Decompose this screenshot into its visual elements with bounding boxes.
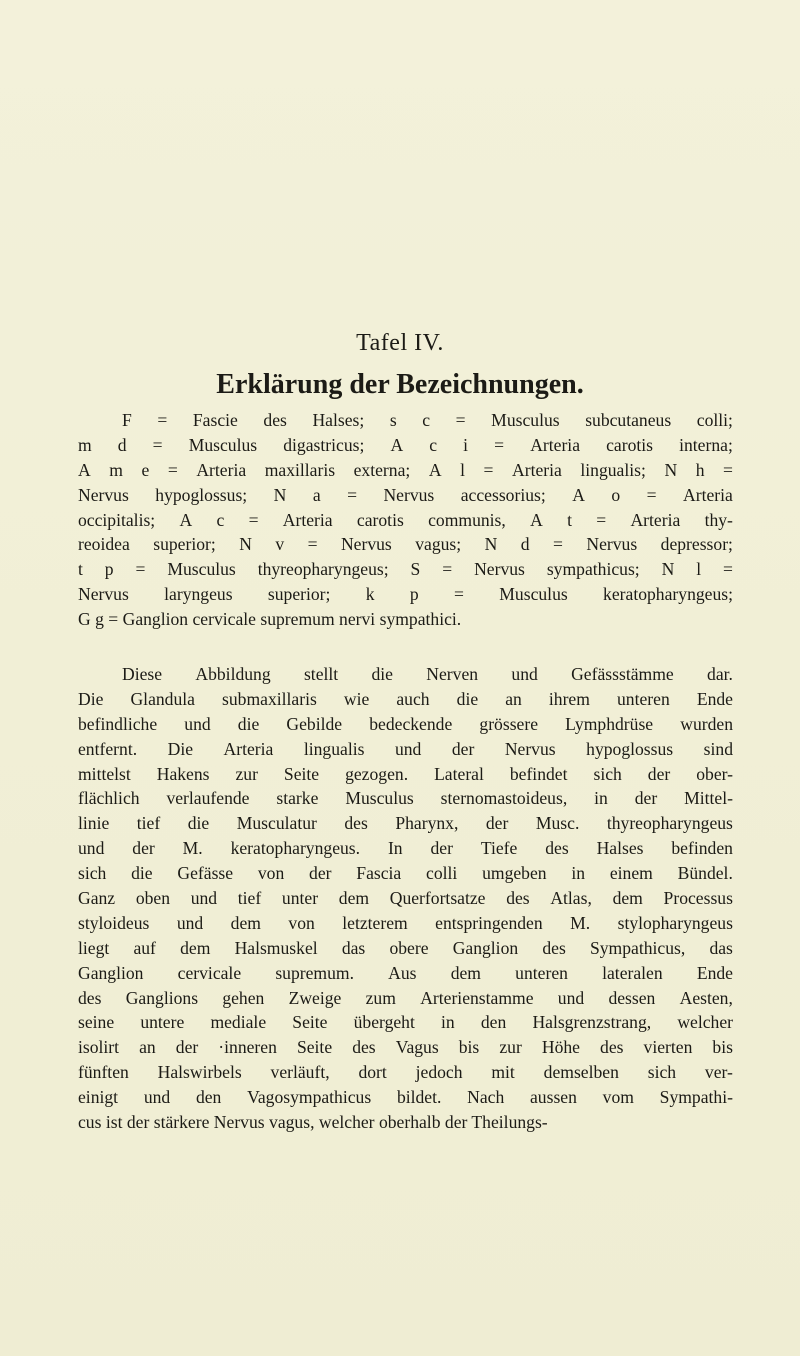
text-line: m d = Musculus digastricus; A c i = Arteria carotis interna; (78, 434, 733, 455)
description-paragraph (78, 662, 733, 1135)
text-line: liegt auf dem Halsmuskel das obere Ganglion des Sympathicus, das (78, 937, 733, 958)
text-line: fünften Halswirbels verläuft, dort jedoch mit demselben sich ver- (78, 1062, 733, 1083)
text-line: und der M. keratopharyngeus. In der Tiefe des Halses befinden (78, 838, 733, 859)
text-line: mittelst Hakens zur Seite gezogen. Lateral befindet sich der ober- (78, 763, 733, 784)
text-line: G g = Ganglion cervicale supremum nervi sympathici. (78, 609, 462, 630)
text-line: t p = Musculus thyreopharyngeus; S = Nervus sympathicus; N l = (78, 559, 733, 580)
text-line: befindliche und die Gebilde bedeckende grössere Lymphdrüse wurden (78, 713, 733, 734)
text-line: seine untere mediale Seite übergeht in den Halsgrenzstrang, welcher (78, 1012, 733, 1033)
plate-label: Tafel IV. (356, 330, 444, 356)
text-line: isolirt an der ·inneren Seite des Vagus bis zur Höhe des vierten bis (78, 1037, 733, 1058)
text-line: cus ist der stärkere Nervus vagus, welcher oberhalb der Theilungs- (78, 1112, 548, 1133)
text-line: F = Fascie des Halses; s c = Musculus subcutaneus colli; (122, 410, 733, 430)
text-line: occipitalis; A c = Arteria carotis communis, A t = Arteria thy- (78, 509, 733, 530)
text-line: des Ganglions gehen Zweige zum Arterienstamme und dessen Aesten, (78, 987, 733, 1008)
text-line: linie tief die Musculatur des Pharynx, der Musc. thyreopharyngeus (78, 813, 733, 834)
text-line: Diese Abbildung stellt die Nerven und Gefässstämme dar. (122, 664, 733, 684)
text-line: Nervus hypoglossus; N a = Nervus accessorius; A o = Arteria (78, 484, 733, 505)
legend-paragraph (78, 408, 733, 632)
page-heading: Erklärung der Bezeichnungen. (216, 369, 584, 400)
text-line: Nervus laryngeus superior; k p = Musculus keratopharyngeus; (78, 584, 733, 605)
text-line: reoidea superior; N v = Nervus vagus; N d = Nervus depressor; (78, 534, 733, 555)
text-line: A m e = Arteria maxillaris externa; A l = Arteria lingualis; N h = (78, 459, 733, 480)
text-line: flächlich verlaufende starke Musculus sternomastoideus, in der Mittel- (78, 788, 733, 809)
text-line: sich die Gefässe von der Fascia colli umgeben in einem Bündel. (78, 863, 733, 884)
text-line: Die Glandula submaxillaris wie auch die an ihrem unteren Ende (78, 688, 733, 709)
text-line: Ganglion cervicale supremum. Aus dem unteren lateralen Ende (78, 962, 733, 983)
text-line: einigt und den Vagosympathicus bildet. Nach aussen vom Sympathi- (78, 1087, 733, 1108)
text-line: entfernt. Die Arteria lingualis und der Nervus hypoglossus sind (78, 738, 733, 759)
text-line: styloideus und dem von letzterem entspringenden M. stylopharyngeus (78, 912, 733, 933)
text-line: Ganz oben und tief unter dem Querfortsatze des Atlas, dem Processus (78, 888, 733, 909)
